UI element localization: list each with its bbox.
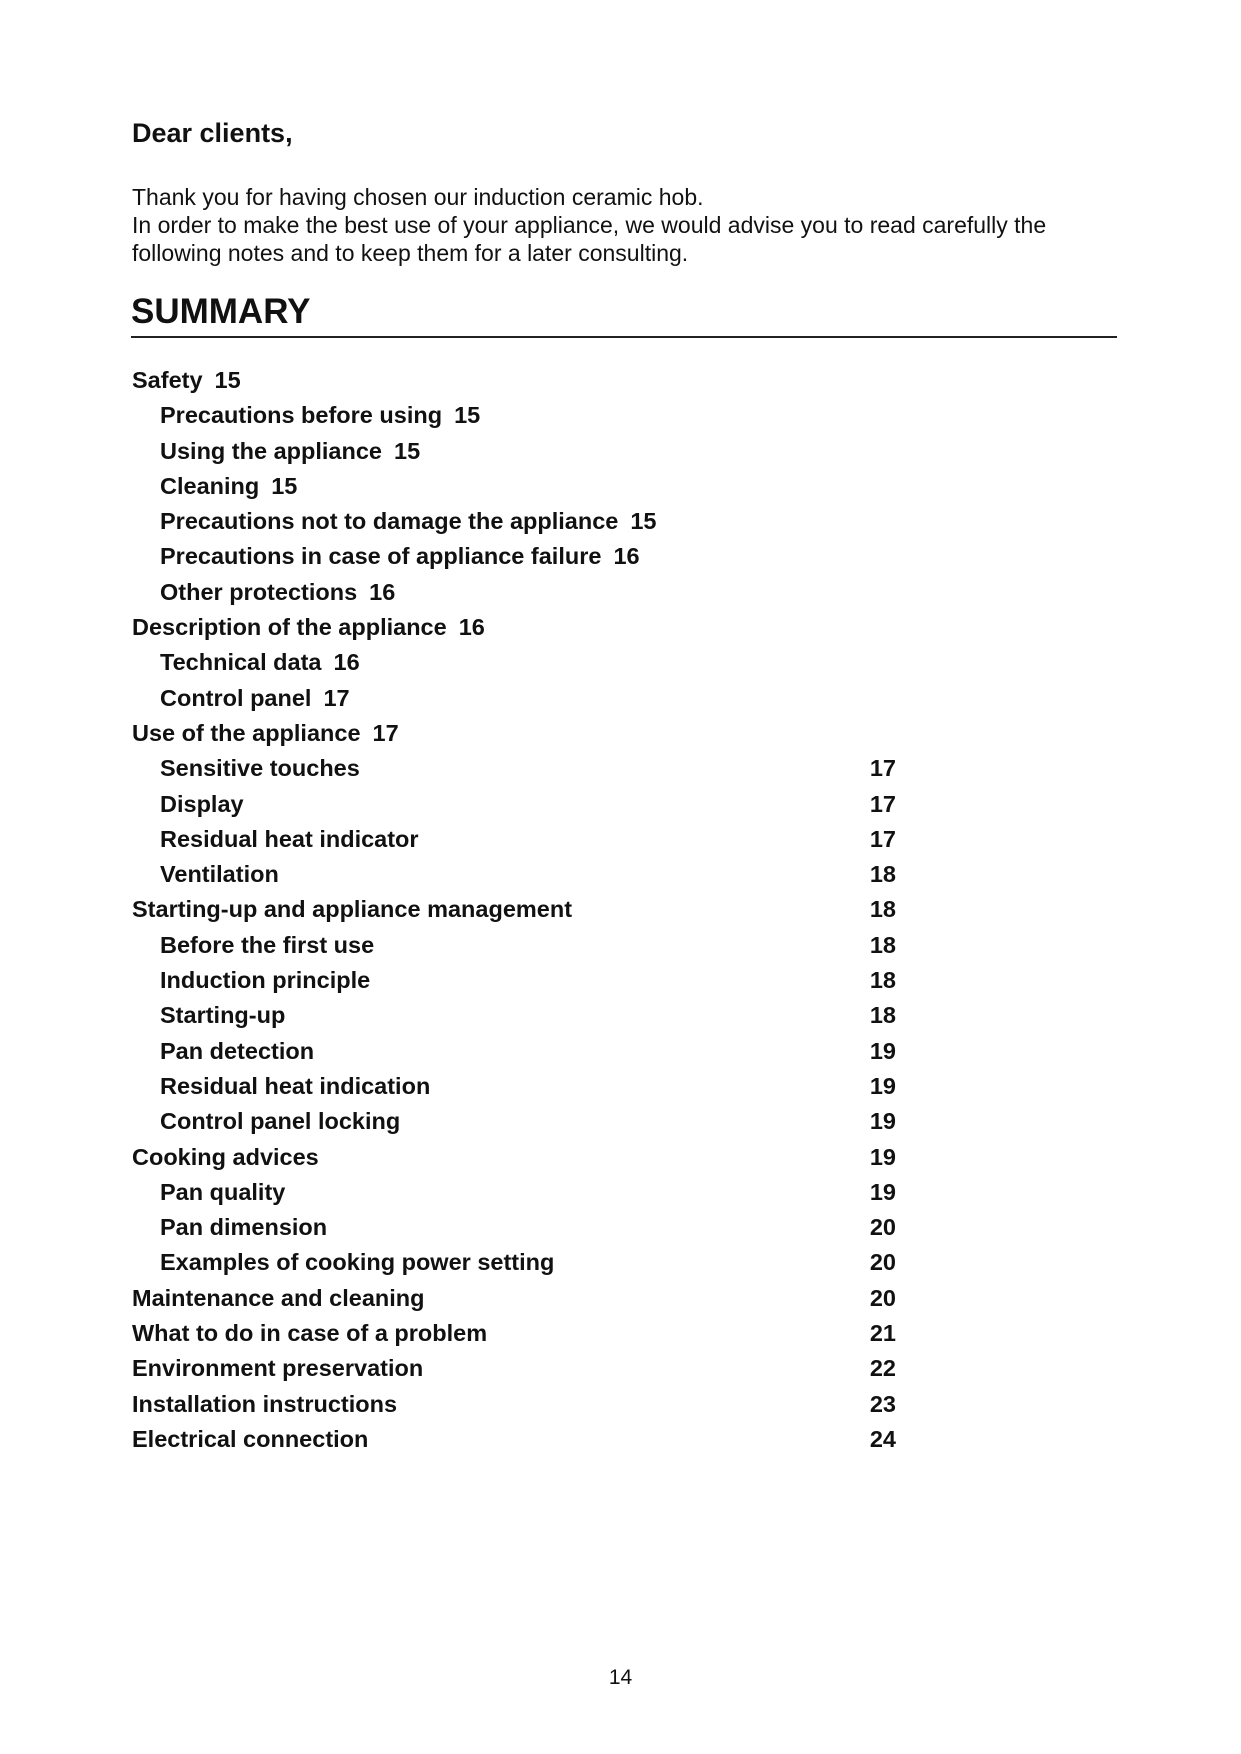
toc-entry-page: 15 xyxy=(214,367,241,393)
intro-paragraph xyxy=(132,183,1132,267)
toc-entry[interactable] xyxy=(132,1351,922,1386)
toc-entry-label: Precautions in case of appliance failure xyxy=(160,543,602,570)
toc-entry-page: 15 xyxy=(454,402,481,429)
toc-entry-page: 18 xyxy=(869,1002,896,1029)
toc-entry[interactable] xyxy=(132,1104,922,1139)
toc-entry-page: 16 xyxy=(458,614,485,641)
toc-entry-page: 19 xyxy=(869,1108,896,1135)
toc-entry-label: Installation instructions xyxy=(132,1390,398,1417)
toc-entry-page: 17 xyxy=(323,684,350,711)
intro-line: In order to make the best use of your appliance, we would advise you to read carefully the xyxy=(132,212,1047,238)
toc-entry-label: Control panel xyxy=(160,684,312,711)
table-of-contents xyxy=(132,363,922,1457)
toc-entry-page: 17 xyxy=(869,790,896,817)
toc-entry[interactable] xyxy=(132,681,922,716)
toc-entry[interactable] xyxy=(132,892,922,927)
toc-entry[interactable] xyxy=(132,539,922,574)
toc-entry-page: 18 xyxy=(869,967,896,994)
toc-entry-page: 19 xyxy=(869,1072,896,1099)
toc-entry-page: 19 xyxy=(869,1143,896,1170)
toc-entry[interactable] xyxy=(132,751,922,786)
toc-entry-page: 20 xyxy=(869,1214,896,1241)
greeting-heading: Dear clients, xyxy=(132,118,293,148)
toc-entry[interactable] xyxy=(132,575,922,610)
toc-entry-label: Precautions not to damage the appliance xyxy=(160,508,619,535)
toc-entry-page: 15 xyxy=(630,508,657,535)
toc-entry-label: Pan dimension xyxy=(160,1214,328,1241)
toc-entry[interactable] xyxy=(132,1245,922,1280)
toc-entry-page: 18 xyxy=(869,931,896,958)
toc-entry-label: Maintenance and cleaning xyxy=(132,1284,425,1311)
toc-entry-page: 16 xyxy=(369,578,396,605)
toc-entry-page: 21 xyxy=(869,1320,896,1347)
toc-entry[interactable] xyxy=(132,787,922,822)
toc-entry-label: Induction principle xyxy=(160,967,371,994)
toc-entry-label: Other protections xyxy=(160,578,358,605)
toc-entry-label: Control panel locking xyxy=(160,1108,401,1135)
toc-entry-page: 19 xyxy=(869,1178,896,1205)
intro-line: Thank you for having chosen our induction ceramic hob. xyxy=(132,184,704,210)
toc-entry[interactable] xyxy=(132,822,922,857)
toc-entry-label: Display xyxy=(160,790,244,817)
toc-entry[interactable] xyxy=(132,1281,922,1316)
toc-entry[interactable] xyxy=(132,645,922,680)
toc-entry-label: Examples of cooking power setting xyxy=(160,1249,555,1276)
toc-entry-label: Residual heat indicator xyxy=(160,825,419,852)
toc-entry-label: Starting-up xyxy=(160,1002,286,1029)
toc-entry-page: 17 xyxy=(372,719,399,746)
toc-entry[interactable] xyxy=(132,610,922,645)
toc-entry-label: Pan detection xyxy=(160,1037,315,1064)
toc-entry-label: Using the appliance xyxy=(160,437,382,464)
toc-entry[interactable] xyxy=(132,1387,922,1422)
toc-entry-page: 16 xyxy=(333,649,360,676)
toc-entry[interactable] xyxy=(132,857,922,892)
toc-entry[interactable] xyxy=(132,398,922,433)
toc-entry-label: Electrical connection xyxy=(132,1425,369,1452)
toc-entry[interactable] xyxy=(132,1316,922,1351)
toc-entry-label: What to do in case of a problem xyxy=(132,1320,488,1347)
toc-entry[interactable] xyxy=(132,1422,922,1457)
toc-entry[interactable] xyxy=(132,469,922,504)
toc-entry-page: 17 xyxy=(869,755,896,782)
toc-entry-label: Sensitive touches xyxy=(160,755,360,782)
toc-entry-label: Before the first use xyxy=(160,931,375,958)
toc-entry[interactable] xyxy=(132,1175,922,1210)
toc-entry[interactable] xyxy=(132,1034,922,1069)
toc-entry-page: 19 xyxy=(869,1037,896,1064)
toc-entry-label: Safety xyxy=(132,367,203,393)
page-number: 14 xyxy=(608,1666,633,1689)
toc-entry[interactable] xyxy=(132,434,922,469)
toc-entry-page: 22 xyxy=(869,1355,896,1382)
toc-entry[interactable] xyxy=(132,363,922,398)
toc-entry-label: Starting-up and appliance management xyxy=(132,896,573,923)
toc-entry[interactable] xyxy=(132,963,922,998)
toc-entry-page: 18 xyxy=(869,861,896,888)
toc-entry-page: 16 xyxy=(613,543,640,570)
toc-entry-label: Use of the appliance xyxy=(132,719,361,746)
toc-entry-label: Pan quality xyxy=(160,1178,286,1205)
toc-entry-page: 17 xyxy=(869,825,896,852)
toc-entry-page: 20 xyxy=(869,1284,896,1311)
toc-entry-label: Technical data xyxy=(160,649,322,676)
toc-entry-label: Precautions before using xyxy=(160,402,443,429)
toc-entry-label: Environment preservation xyxy=(132,1355,424,1382)
toc-entry[interactable] xyxy=(132,928,922,963)
toc-entry-page: 23 xyxy=(869,1390,896,1417)
toc-entry[interactable] xyxy=(132,1069,922,1104)
toc-entry-label: Ventilation xyxy=(160,861,279,888)
toc-entry-label: Cleaning xyxy=(160,472,260,499)
toc-entry-page: 18 xyxy=(869,896,896,923)
toc-entry-page: 20 xyxy=(869,1249,896,1276)
summary-title: SUMMARY xyxy=(131,292,311,331)
toc-entry[interactable] xyxy=(132,1210,922,1245)
toc-entry-label: Cooking advices xyxy=(132,1143,319,1170)
toc-entry[interactable] xyxy=(132,504,922,539)
toc-entry-label: Description of the appliance xyxy=(132,614,447,641)
summary-divider xyxy=(131,336,1117,338)
toc-entry[interactable] xyxy=(132,1140,922,1175)
toc-entry[interactable] xyxy=(132,716,922,751)
toc-entry-page: 15 xyxy=(394,437,421,464)
toc-entry-label: Residual heat indication xyxy=(160,1072,431,1099)
intro-line: following notes and to keep them for a later consulting. xyxy=(132,240,689,266)
toc-entry[interactable] xyxy=(132,998,922,1033)
toc-entry-page: 15 xyxy=(271,472,298,499)
toc-entry-page: 24 xyxy=(869,1425,896,1452)
